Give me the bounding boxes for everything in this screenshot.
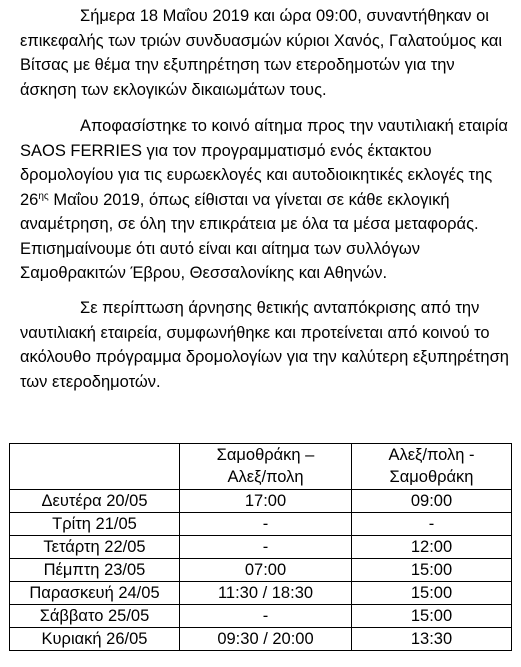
table-row [10,582,512,605]
paragraph-ferry-request-part2: Μαΐου 2019, όπως είθισται να γίνεται σε κάθε εκλογική αναμέτρηση, σε όλη την επικράτεια με όλα τα μέσα μεταφοράς. Επισημαίνουμε ότι αυτό είναι και αίτημα των συλλόγων Σαμοθρακιτών Έβρου, Θεσσαλονίκης και Αθηνών. [20,190,479,282]
cell-alex-to-samothraki: 12:00 [352,536,512,559]
cell-samothraki-to-alex: 09:30 / 20:00 [180,628,352,651]
cell-samothraki-to-alex: 11:30 / 18:30 [180,582,352,605]
cell-day: Σάββατο 25/05 [10,605,180,628]
header-line: Σαμοθράκη – [216,446,315,464]
header-cell-alex-to-samothraki [352,444,512,490]
header-cell-samothraki-to-alex [180,444,352,490]
table-row [10,513,512,536]
table-row [10,490,512,513]
cell-day: Τρίτη 21/05 [10,513,180,536]
cell-day: Πέμπτη 23/05 [10,559,180,582]
header-line: Αλεξ/πολη [227,468,304,486]
paragraph-proposed-schedule: Σε περίπτωση άρνησης θετικής ανταπόκρισης από την ναυτιλιακή εταιρεία, συμφωνήθηκε και προτείνεται από κοινού το ακόλουθο πρόγραμμα δρομολογίων για την καλύτερη εξυπηρέτηση των ετεροδημοτών. [20,299,509,391]
cell-samothraki-to-alex: - [180,513,352,536]
table-row [10,628,512,651]
cell-day: Παρασκευή 24/05 [10,582,180,605]
table-row [10,605,512,628]
header-line: Σαμοθράκη [389,468,474,486]
cell-samothraki-to-alex: 07:00 [180,559,352,582]
cell-alex-to-samothraki: 15:00 [352,559,512,582]
schedule-header-row [10,444,512,490]
cell-day: Τετάρτη 22/05 [10,536,180,559]
cell-alex-to-samothraki: 13:30 [352,628,512,651]
cell-day: Δευτέρα 20/05 [10,490,180,513]
ordinal-superscript: ης [38,190,49,202]
cell-alex-to-samothraki: 15:00 [352,582,512,605]
table-row [10,536,512,559]
cell-alex-to-samothraki: - [352,513,512,536]
schedule-table [9,443,512,651]
paragraph-meeting-summary: Σήμερα 18 Μαΐου 2019 και ώρα 09:00, συναντήθηκαν οι επικεφαλής των τριών συνδυασμών κύριοι Χανός, Γαλατούμος και Βίτσας με θέμα την εξυπηρέτηση των ετεροδημοτών για την άσκηση των εκλογικών δικαιωμάτων τους. [20,7,503,99]
header-cell-day [10,444,180,490]
header-line: Αλεξ/πολη - [388,446,475,464]
cell-samothraki-to-alex: 17:00 [180,490,352,513]
cell-samothraki-to-alex: - [180,536,352,559]
cell-alex-to-samothraki: 09:00 [352,490,512,513]
cell-alex-to-samothraki: 15:00 [352,605,512,628]
table-row [10,559,512,582]
paragraph-ferry-request [20,114,510,286]
cell-samothraki-to-alex: - [180,605,352,628]
paragraph-ferry-request-part1: Αποφασίστηκε το κοινό αίτημα προς την ναυτιλιακή εταιρία SAOS FERRIES για τον προγραμματισμό ενός έκτακτου δρομολογίου για τις ευρωεκλογές και αυτοδιοικητικές εκλογές της 26 [20,117,508,209]
cell-day: Κυριακή 26/05 [10,628,180,651]
